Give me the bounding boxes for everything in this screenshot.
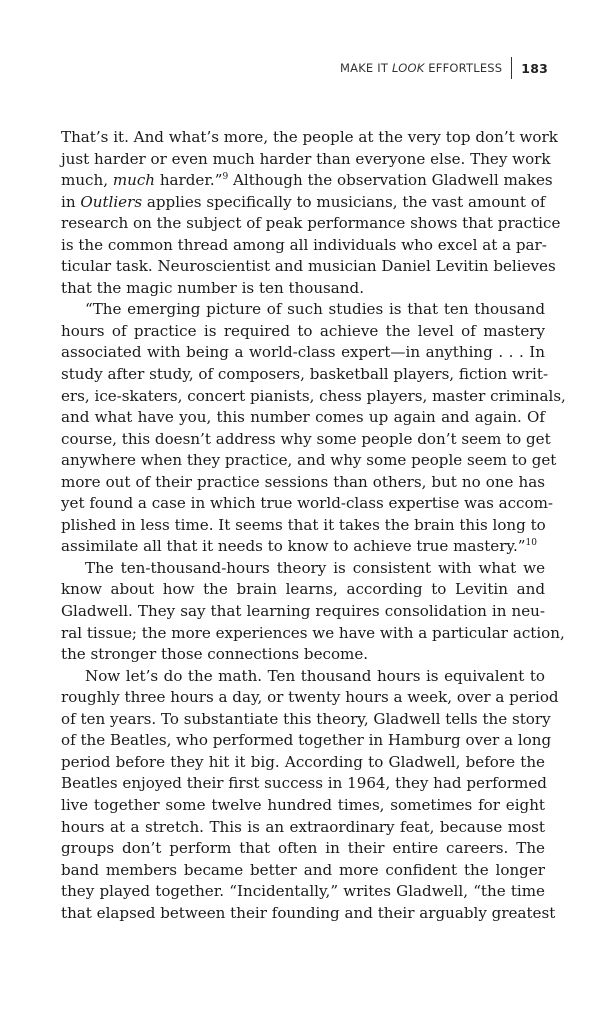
emphasis-text: much bbox=[112, 171, 156, 190]
line-text: and what have you, this number comes up again and again. Of bbox=[61, 408, 545, 427]
text-line bbox=[61, 666, 545, 688]
line-text: live together some twelve hundred times, sometimes for eight bbox=[61, 795, 545, 814]
line-text: the stronger those connections become. bbox=[61, 645, 369, 664]
text-line bbox=[61, 752, 545, 774]
line-text: course, this doesn’t address why some people don’t seem to get bbox=[61, 429, 551, 448]
line-text: just harder or even much harder than everyone else. They work bbox=[61, 149, 551, 168]
line-text: of the Beatles, who performed together in Hamburg over a long bbox=[61, 731, 552, 750]
text-line bbox=[61, 429, 551, 451]
line-text: research on the subject of peak performance shows that practice bbox=[61, 214, 561, 233]
text-line bbox=[61, 149, 551, 171]
line-text: roughly three hours a day, or twenty hours a week, over a period bbox=[61, 688, 559, 707]
text-line bbox=[61, 256, 556, 278]
line-text: ers, ice-skaters, concert pianists, chess players, master criminals, bbox=[61, 386, 566, 405]
line-text: that the magic number is ten thousand. bbox=[61, 278, 364, 297]
text-line bbox=[61, 730, 552, 752]
text-line bbox=[61, 687, 559, 709]
running-header bbox=[340, 58, 548, 78]
text-line bbox=[61, 450, 557, 472]
running-head-title bbox=[340, 61, 502, 75]
page-number: 183 bbox=[521, 60, 548, 76]
text-line bbox=[61, 407, 545, 429]
line-text: harder.” bbox=[155, 171, 223, 190]
line-text: hours at a stretch. This is an extraordinary feat, because most bbox=[61, 817, 545, 836]
text-line bbox=[61, 278, 545, 300]
line-text: much, bbox=[61, 171, 113, 190]
text-line bbox=[61, 601, 545, 623]
text-line bbox=[61, 213, 561, 235]
line-text: they played together. “Incidentally,” writes Gladwell, “the time bbox=[61, 882, 545, 901]
text-line bbox=[61, 472, 545, 494]
line-text: That’s it. And what’s more, the people at the very top don’t work bbox=[61, 128, 558, 146]
text-line bbox=[61, 299, 545, 321]
line-text: ral tissue; the more experiences we have with a particular action, bbox=[61, 623, 565, 642]
line-text: is the common thread among all individuals who excel at a par- bbox=[61, 235, 547, 254]
emphasis-text: Outliers bbox=[80, 192, 143, 211]
line-text: know about how the brain learns, according to Levitin and bbox=[61, 580, 545, 599]
line-text: of ten years. To substantiate this theory, Gladwell tells the story bbox=[61, 709, 551, 728]
text-line bbox=[61, 881, 545, 903]
text-line bbox=[61, 364, 549, 386]
text-line bbox=[61, 386, 566, 408]
line-text: “The emerging picture of such studies is that ten thousand bbox=[85, 300, 545, 319]
line-text: anywhere when they practice, and why some people seem to get bbox=[61, 451, 557, 470]
text-line bbox=[61, 623, 565, 645]
text-line bbox=[61, 235, 545, 257]
text-line bbox=[61, 860, 545, 882]
text-line bbox=[61, 321, 545, 343]
text-line bbox=[61, 903, 556, 925]
text-line bbox=[61, 709, 551, 731]
line-text: that elapsed between their founding and their arguably greatest bbox=[61, 903, 556, 922]
line-text: more out of their practice sessions than others, but no one has bbox=[61, 472, 545, 491]
running-head-part: MAKE IT bbox=[340, 61, 392, 75]
line-text: assimilate all that it needs to know to achieve true mastery.” bbox=[61, 537, 526, 556]
text-line bbox=[61, 192, 545, 214]
text-line bbox=[61, 127, 558, 149]
line-text: period before they hit it big. According to Gladwell, before the bbox=[61, 752, 545, 771]
line-text: yet found a case in which true world-class expertise was accom- bbox=[61, 494, 554, 513]
line-text: groups don’t perform that often in their entire careers. The bbox=[61, 839, 545, 858]
text-line bbox=[61, 170, 553, 192]
text-line bbox=[61, 493, 554, 515]
line-text: Although the observation Gladwell makes bbox=[228, 171, 553, 190]
text-line bbox=[61, 342, 545, 364]
text-line bbox=[61, 838, 545, 860]
text-line bbox=[61, 773, 545, 795]
line-text: study after study, of composers, basketball players, fiction writ- bbox=[61, 365, 549, 384]
text-line bbox=[61, 795, 545, 817]
line-text: in bbox=[61, 192, 81, 211]
text-line bbox=[61, 817, 545, 839]
header-divider bbox=[511, 57, 512, 79]
text-line bbox=[61, 558, 545, 580]
running-head-part: EFFORTLESS bbox=[424, 61, 503, 75]
footnote-ref: 9 bbox=[222, 172, 229, 183]
line-text: band members became better and more confident the longer bbox=[61, 860, 545, 879]
line-text: associated with being a world-class expert—in anything . . . In bbox=[61, 343, 545, 362]
line-text: The ten-thousand-hours theory is consistent with what we bbox=[85, 558, 545, 577]
line-text: ticular task. Neuroscientist and musician Daniel Levitin believes bbox=[61, 257, 556, 276]
line-text: Gladwell. They say that learning requires consolidation in neu- bbox=[61, 602, 545, 621]
body-text bbox=[61, 127, 566, 924]
line-text: hours of practice is required to achieve the level of mastery bbox=[61, 321, 545, 340]
line-text: applies specifically to musicians, the vast amount of bbox=[142, 192, 546, 211]
text-line bbox=[61, 644, 545, 666]
line-text: plished in less time. It seems that it takes the brain this long to bbox=[61, 515, 546, 534]
line-text: Now let’s do the math. Ten thousand hours is equivalent to bbox=[85, 666, 545, 685]
text-line bbox=[61, 515, 545, 537]
footnote-ref: 10 bbox=[525, 538, 537, 549]
running-head-emphasis: LOOK bbox=[391, 61, 425, 75]
line-text: Beatles enjoyed their first success in 1964, they had performed bbox=[61, 774, 547, 793]
text-line bbox=[61, 579, 545, 601]
text-line bbox=[61, 536, 545, 558]
